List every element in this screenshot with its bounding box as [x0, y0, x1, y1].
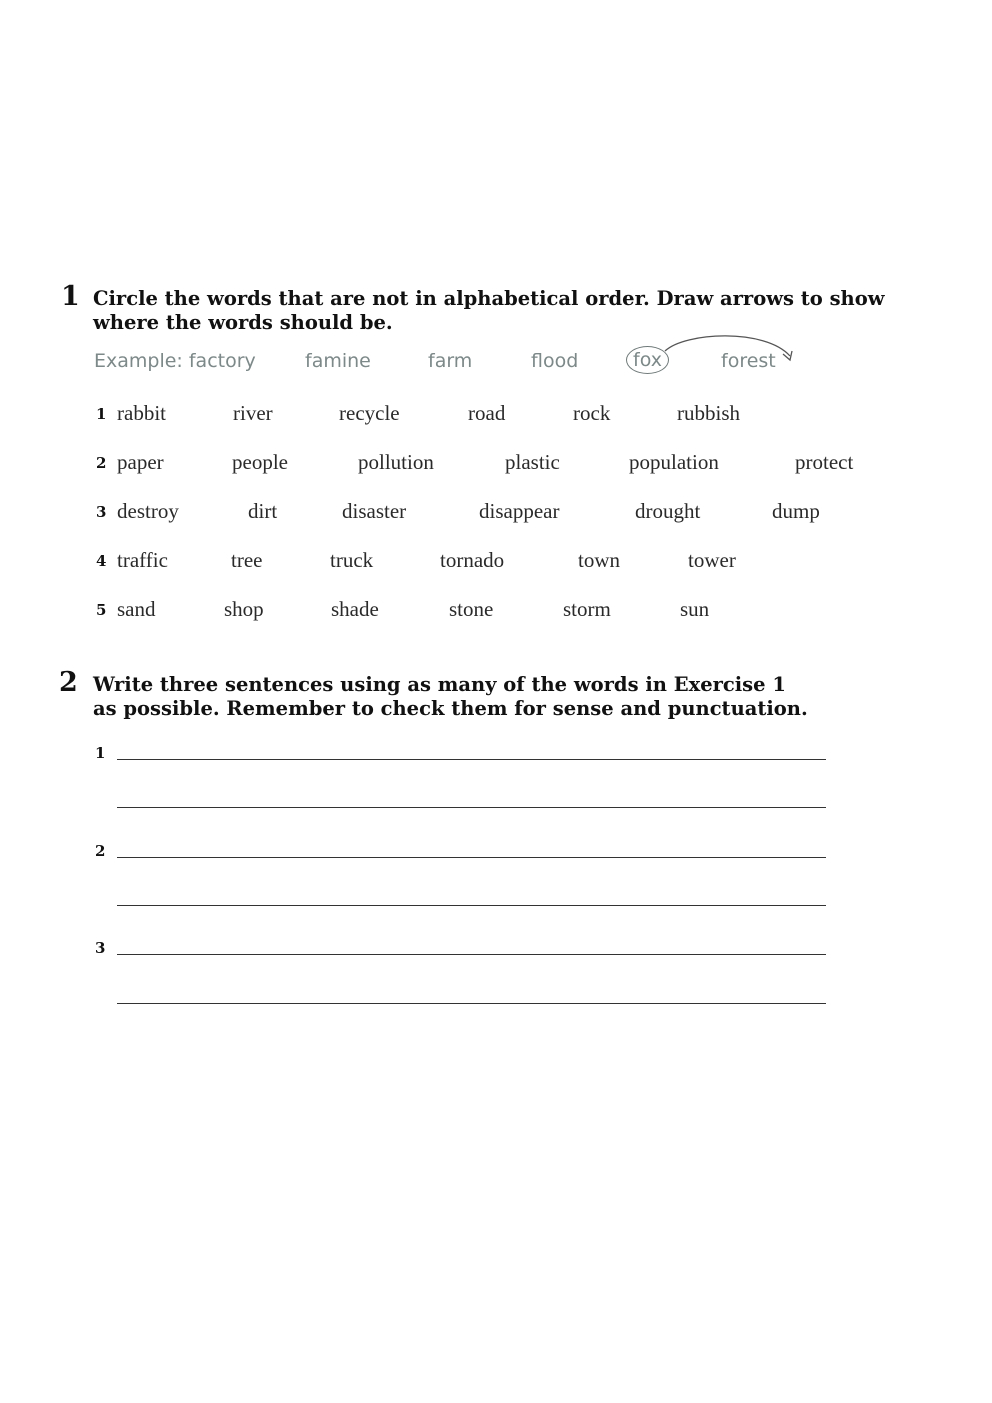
exercise-1-number: 1 [61, 281, 80, 312]
word-row-3 [94, 499, 894, 525]
word: traffic [117, 548, 168, 572]
exercise-1-instruction [93, 287, 885, 335]
sentence-label-1: 1 [95, 744, 106, 762]
row-number: 2 [96, 454, 107, 472]
word: recycle [339, 401, 400, 425]
word: dirt [248, 499, 278, 523]
word: paper [117, 450, 164, 474]
word-row-2 [94, 450, 894, 476]
word-row-4 [94, 548, 894, 574]
word: truck [330, 548, 374, 572]
word: shade [331, 597, 379, 621]
example-word: famine [305, 350, 371, 372]
writing-line[interactable] [117, 759, 826, 760]
word: tower [688, 548, 736, 572]
writing-line[interactable] [117, 905, 826, 906]
sentence-label-2: 2 [95, 842, 106, 860]
exercise-2-instruction [93, 673, 808, 721]
word-row-5 [94, 597, 894, 623]
word: destroy [117, 499, 179, 523]
exercise-1-instruction-line-2: where the words should be. [93, 311, 393, 334]
row-number: 3 [96, 503, 107, 521]
example-word: farm [428, 350, 473, 372]
word: sand [117, 597, 156, 621]
word: dump [772, 499, 820, 523]
example-word: forest [721, 350, 776, 372]
example-arrow-icon [640, 330, 800, 370]
word: river [233, 401, 273, 425]
exercise-1-instruction-line-1: Circle the words that are not in alphabetical order. Draw arrows to show [93, 287, 885, 310]
word: rubbish [677, 401, 740, 425]
writing-line[interactable] [117, 954, 826, 955]
word: drought [635, 499, 701, 523]
word: rock [573, 401, 611, 425]
word: rabbit [117, 401, 166, 425]
word: shop [224, 597, 264, 621]
word: town [578, 548, 620, 572]
row-number: 5 [96, 601, 107, 619]
writing-line[interactable] [117, 857, 826, 858]
word: disaster [342, 499, 407, 523]
word: storm [563, 597, 611, 621]
exercise-2-number: 2 [59, 667, 78, 698]
word: tree [231, 548, 263, 572]
word: disappear [479, 499, 560, 523]
exercise-2-instruction-line-1: Write three sentences using as many of the words in Exercise 1 [93, 673, 786, 696]
word: protect [795, 450, 854, 474]
row-number: 4 [96, 552, 107, 570]
word: road [468, 401, 506, 425]
word: pollution [358, 450, 434, 474]
writing-line[interactable] [117, 1003, 826, 1004]
word: tornado [440, 548, 505, 572]
example-circled-word: fox [626, 346, 669, 374]
word: stone [449, 597, 494, 621]
example-label: Example: factory [94, 350, 256, 372]
word: sun [680, 597, 710, 621]
row-number: 1 [96, 405, 107, 423]
word: people [232, 450, 288, 474]
writing-line[interactable] [117, 807, 826, 808]
word: plastic [505, 450, 560, 474]
word-row-1 [94, 401, 894, 427]
exercise-2-instruction-line-2: as possible. Remember to check them for sense and punctuation. [93, 697, 808, 720]
example-word: flood [531, 350, 579, 372]
word: population [629, 450, 719, 474]
sentence-label-3: 3 [95, 939, 106, 957]
